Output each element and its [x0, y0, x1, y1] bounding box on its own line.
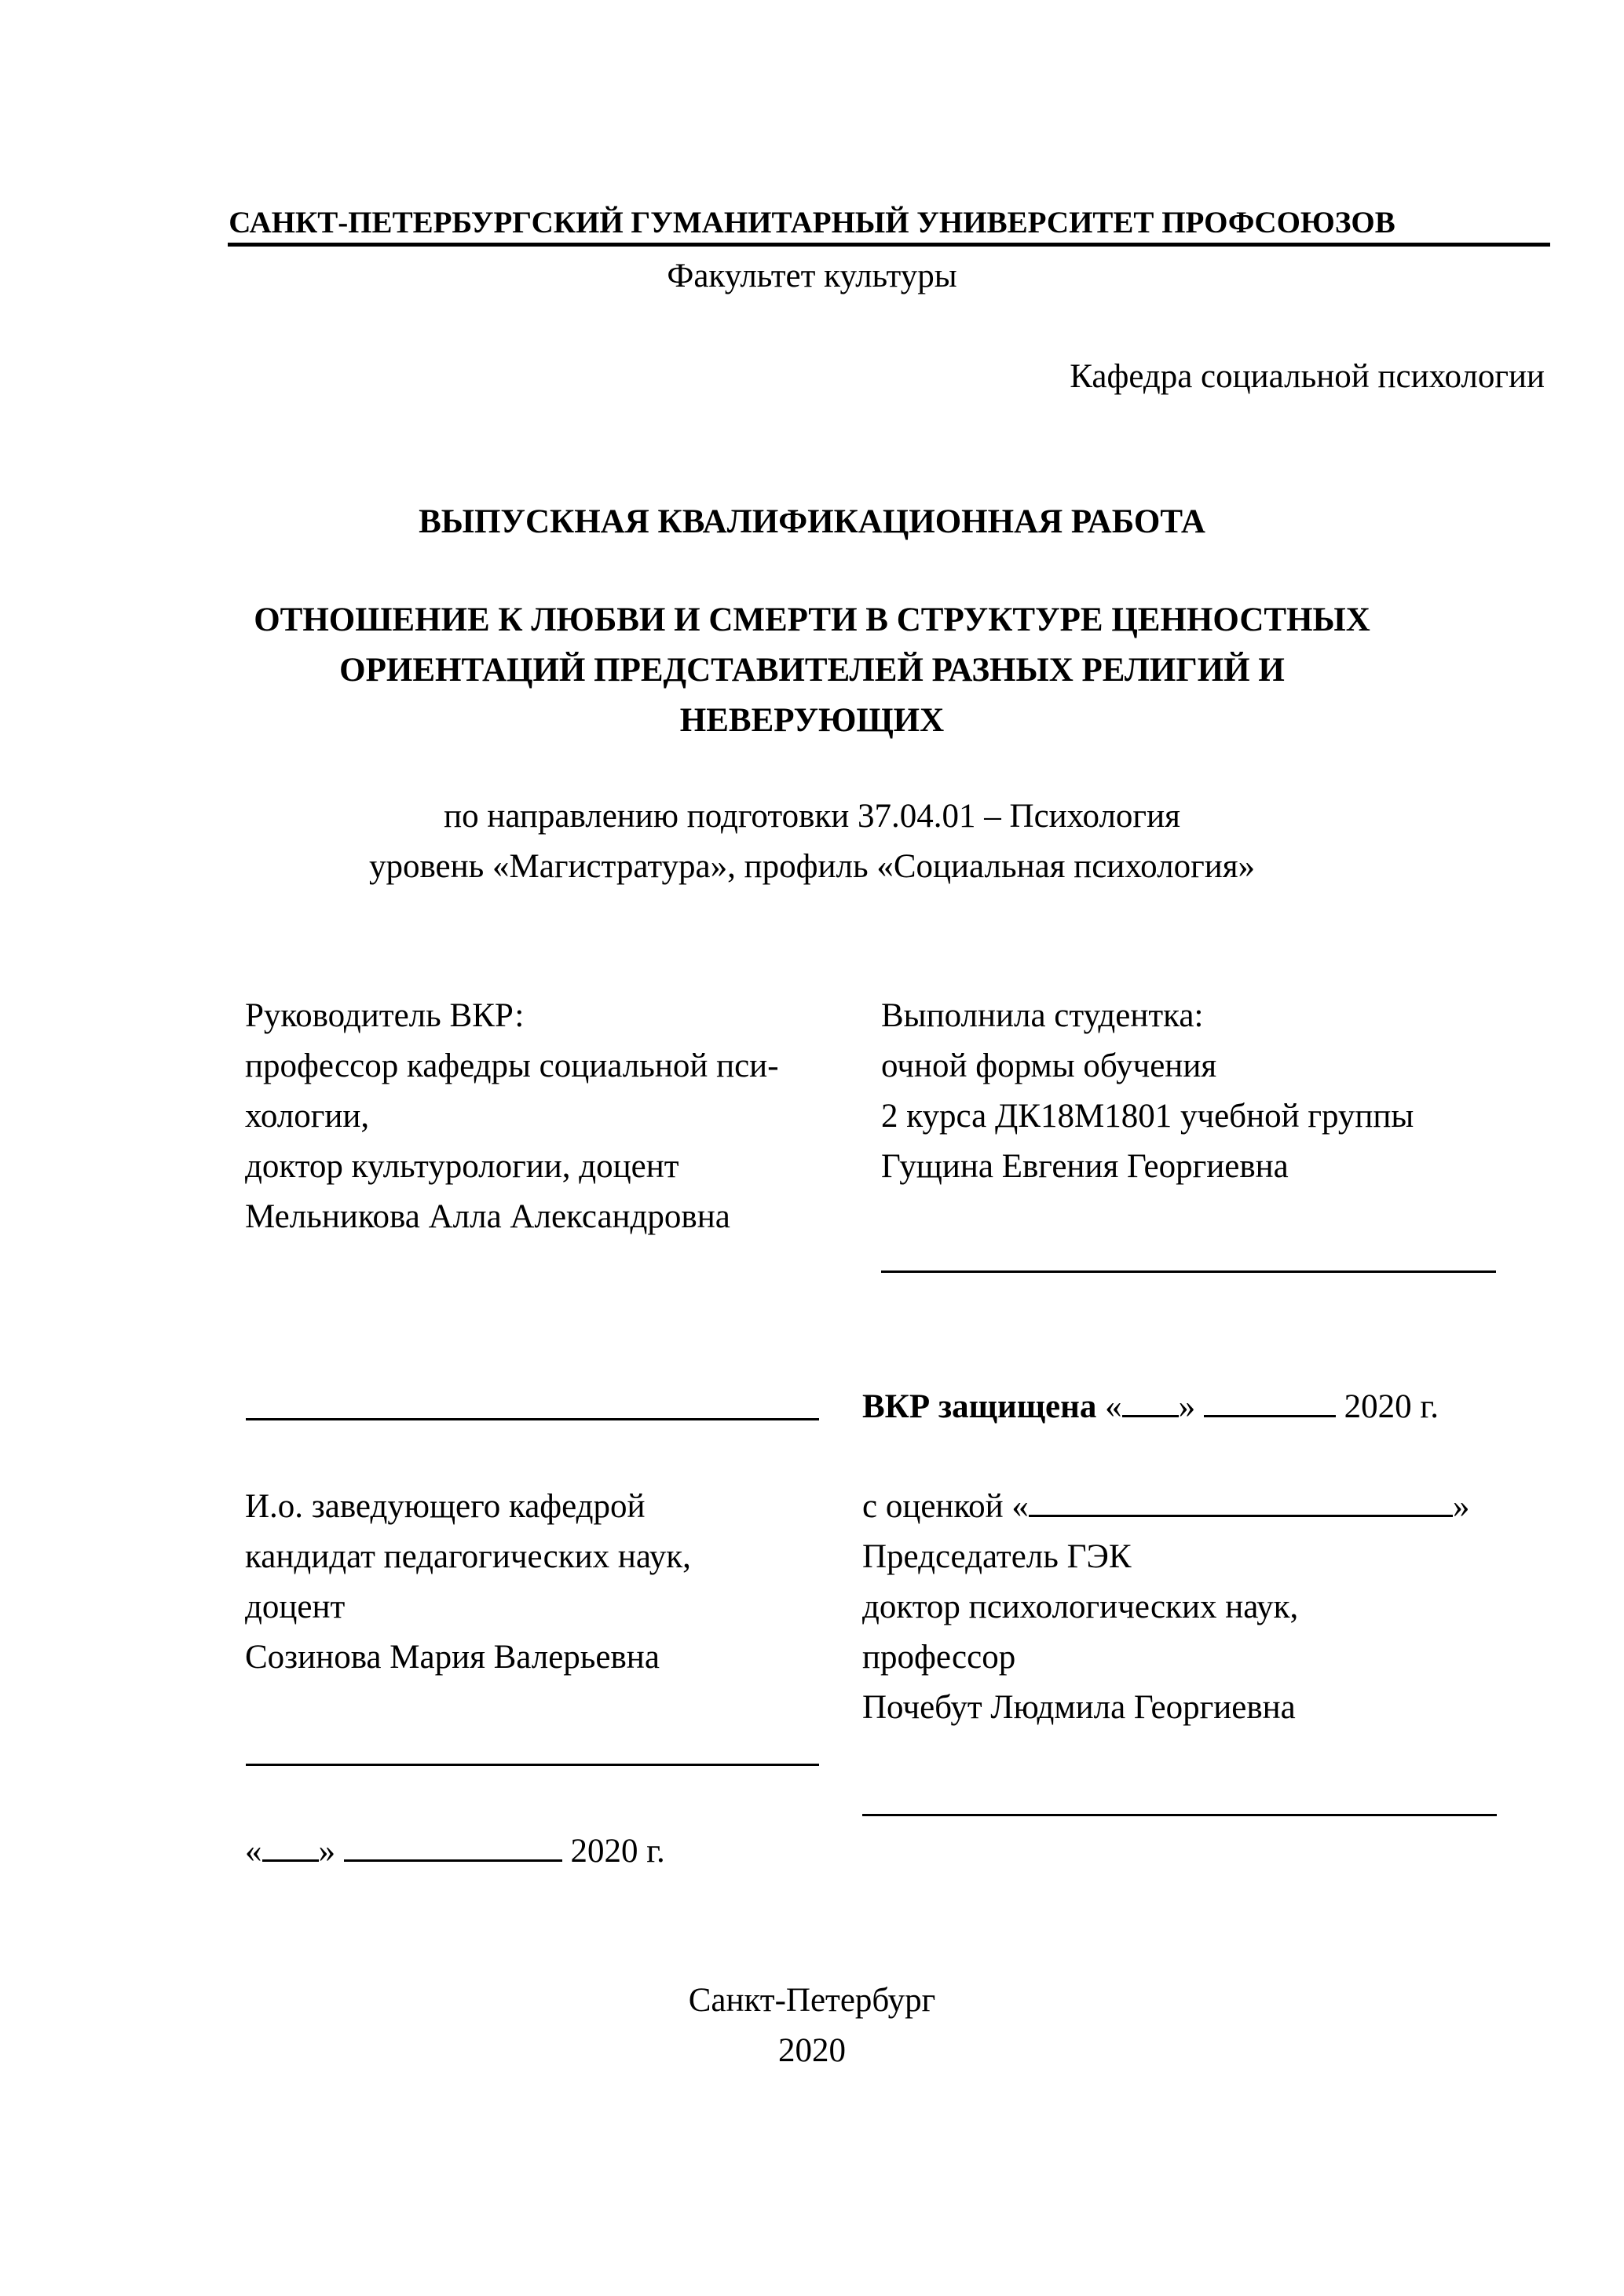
supervisor-line: доктор культурологии, доцент	[245, 1148, 679, 1185]
supervisor-signature-line[interactable]	[246, 1418, 819, 1420]
head-line: кандидат педагогических наук,	[245, 1538, 691, 1575]
footer-year: 2020	[778, 2032, 846, 2069]
title-line-2: ОРИЕНТАЦИЙ ПРЕДСТАВИТЕЛЕЙ РАЗНЫХ РЕЛИГИЙ И	[339, 652, 1285, 689]
supervisor-line: профессор кафедры социальной пси-	[245, 1047, 779, 1084]
head-line: И.о. заведующего кафедрой	[245, 1488, 646, 1525]
document-type: ВЫПУСКНАЯ КВАЛИФИКАЦИОННАЯ РАБОТА	[419, 503, 1205, 540]
head-date-day-field[interactable]	[262, 1836, 319, 1862]
defense-day-field[interactable]	[1122, 1391, 1179, 1417]
student-name: Гущина Евгения Георгиевна	[881, 1148, 1289, 1185]
chair-line: Председатель ГЭК	[862, 1538, 1132, 1575]
defense-close-quote: »	[1178, 1388, 1196, 1425]
header-rule	[228, 243, 1550, 247]
defense-year: 2020 г.	[1344, 1388, 1439, 1425]
grade-field[interactable]	[1029, 1491, 1453, 1517]
head-line: доцент	[245, 1589, 346, 1625]
title-line-1: ОТНОШЕНИЕ К ЛЮБВИ И СМЕРТИ В СТРУКТУРЕ ЦЕННОСТНЫХ	[254, 601, 1370, 638]
student-line: очной формы обучения	[881, 1047, 1217, 1084]
chair-line: профессор	[862, 1639, 1016, 1676]
student-signature-line[interactable]	[881, 1270, 1496, 1273]
supervisor-name: Мельникова Алла Александровна	[245, 1198, 730, 1235]
student-line: 2 курса ДК18М1801 учебной группы	[881, 1098, 1414, 1135]
chair-name: Почебут Людмила Георгиевна	[862, 1689, 1296, 1726]
head-date-line	[245, 1834, 665, 1868]
faculty-name: Факультет культуры	[667, 258, 957, 294]
grade-suffix: »	[1452, 1488, 1470, 1525]
grade-line	[862, 1490, 1469, 1523]
direction-line-2: уровень «Магистратура», профиль «Социальная психология»	[368, 848, 1255, 885]
title-line-3: НЕВЕРУЮЩИХ	[679, 702, 945, 739]
direction-line-1: по направлению подготовки 37.04.01 – Психология	[444, 798, 1180, 835]
head-date-open-quote: «	[245, 1833, 262, 1870]
student-line: Выполнила студентка:	[881, 997, 1204, 1034]
grade-prefix: с оценкой «	[862, 1488, 1029, 1525]
head-signature-line[interactable]	[246, 1764, 819, 1766]
chair-line: доктор психологических наук,	[862, 1589, 1299, 1625]
supervisor-line: хологии,	[245, 1098, 370, 1135]
chair-signature-line[interactable]	[862, 1814, 1497, 1816]
head-date-close-quote: »	[318, 1833, 335, 1870]
defense-label: ВКР защищена	[862, 1388, 1097, 1425]
head-date-month-field[interactable]	[344, 1836, 562, 1862]
university-name: САНКТ-ПЕТЕРБУРГСКИЙ ГУМАНИТАРНЫЙ УНИВЕРСИТЕТ ПРОФСОЮЗОВ	[229, 206, 1395, 239]
head-name: Созинова Мария Валерьевна	[245, 1639, 660, 1676]
supervisor-line: Руководитель ВКР:	[245, 997, 525, 1034]
defense-line	[862, 1390, 1439, 1424]
head-date-year: 2020 г.	[570, 1833, 665, 1870]
department-name: Кафедра социальной психологии	[1070, 358, 1545, 395]
defense-open-quote: «	[1105, 1388, 1122, 1425]
footer-city: Санкт-Петербург	[688, 1982, 936, 2019]
defense-month-field[interactable]	[1204, 1391, 1336, 1417]
